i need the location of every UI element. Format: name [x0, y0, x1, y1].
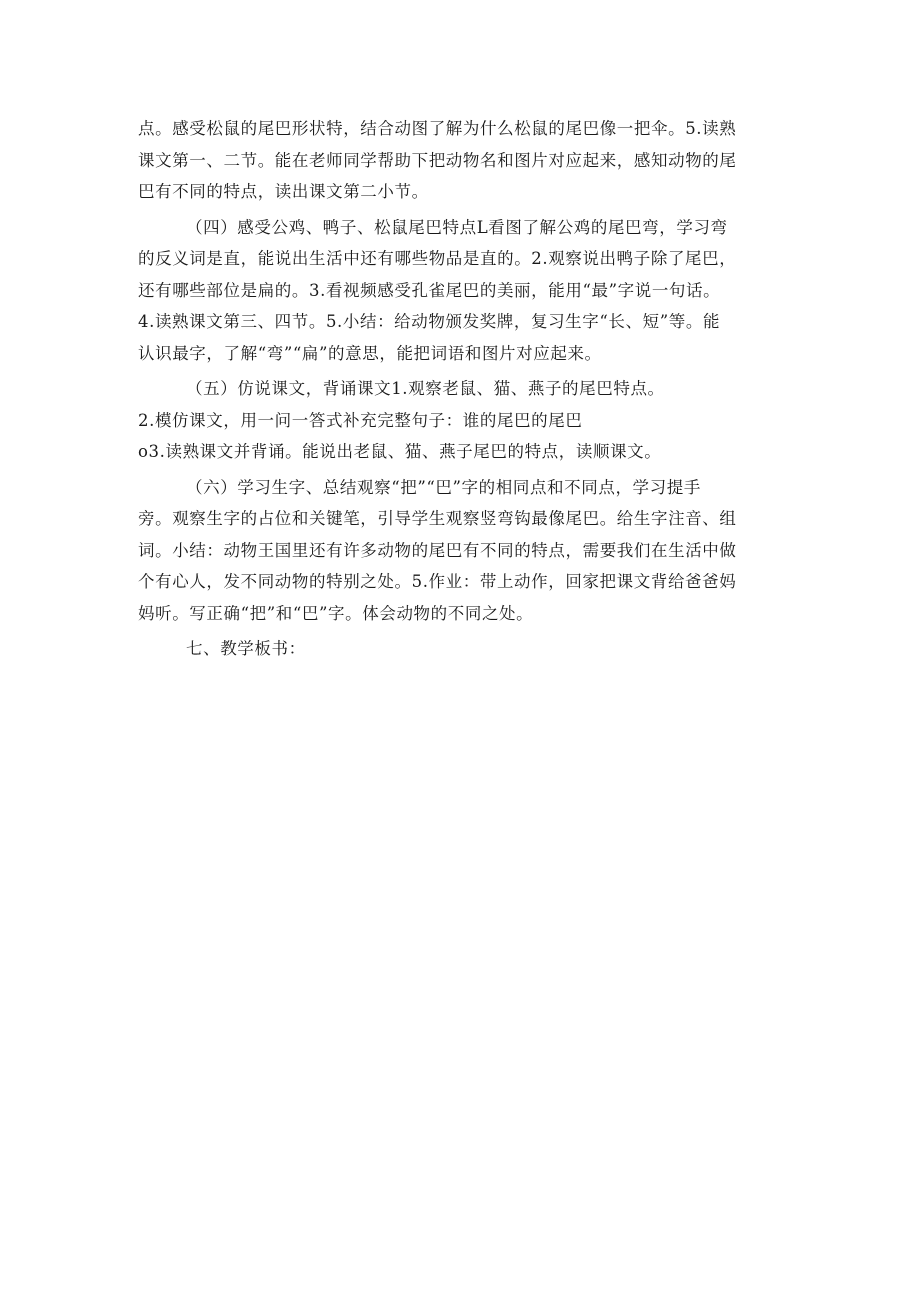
- heading-text: 七、教学板书：: [186, 639, 306, 658]
- text-line: 4.读熟课文第三、四节。5.小结：给动物颁发奖牌，复习生字“长、短”等。能: [138, 312, 721, 331]
- paragraph-section-four: [138, 212, 793, 370]
- text-line: 认识最字，了解“弯”“扁”的意思，能把词语和图片对应起来。: [138, 343, 602, 363]
- text-line: 课文第一、二节。能在老师同学帮助下把动物名和图片对应起来，感知动物的尾: [138, 150, 737, 170]
- text-line: 妈听。写正确“把”和“巴”字。体会动物的不同之处。: [138, 603, 534, 623]
- paragraph-section-six: [138, 472, 793, 630]
- document-body: [138, 113, 793, 669]
- paragraph-reading-squirrel: [138, 113, 793, 208]
- section-heading-board-writing: [138, 633, 793, 665]
- text-line: （四）感受公鸡、鸭子、松鼠尾巴特点L看图了解公鸡的尾巴弯，学习弯: [186, 217, 728, 237]
- text-line: 词。小结：动物王国里还有许多动物的尾巴有不同的特点，需要我们在生活中做: [138, 540, 737, 560]
- text-line: 2.模仿课文，用一问一答式补充完整句子：谁的尾巴的尾巴: [138, 410, 583, 430]
- text-line: 还有哪些部位是扁的。3.看视频感受孔雀尾巴的美丽，能用“最”字说一句话。: [138, 280, 721, 300]
- paragraph-section-five: [138, 373, 793, 468]
- text-line: 巴有不同的特点，读出课文第二小节。: [138, 182, 429, 201]
- text-line: o3.读熟课文并背诵。能说出老鼠、猫、燕子尾巴的特点，读顺课文。: [138, 442, 662, 461]
- text-line: （六）学习生字、总结观察“把”“巴”字的相同点和不同点，学习提手: [186, 477, 701, 497]
- text-line: （五）仿说课文，背诵课文1.观察老鼠、猫、燕子的尾巴特点。: [186, 379, 665, 398]
- text-line: 个有心人，发不同动物的特别之处。5.作业：带上动作，回家把课文背给爸爸妈: [138, 572, 737, 591]
- text-line: 点。感受松鼠的尾巴形状特，结合动图了解为什么松鼠的尾巴像一把伞。5.读熟: [138, 119, 737, 138]
- text-line: 旁。观察生字的占位和关键笔，引导学生观察竖弯钩最像尾巴。给生字注音、组: [138, 509, 737, 528]
- text-line: 的反义词是直，能说出生活中还有哪些物品是直的。2.观察说出鸭子除了尾巴，: [138, 249, 737, 268]
